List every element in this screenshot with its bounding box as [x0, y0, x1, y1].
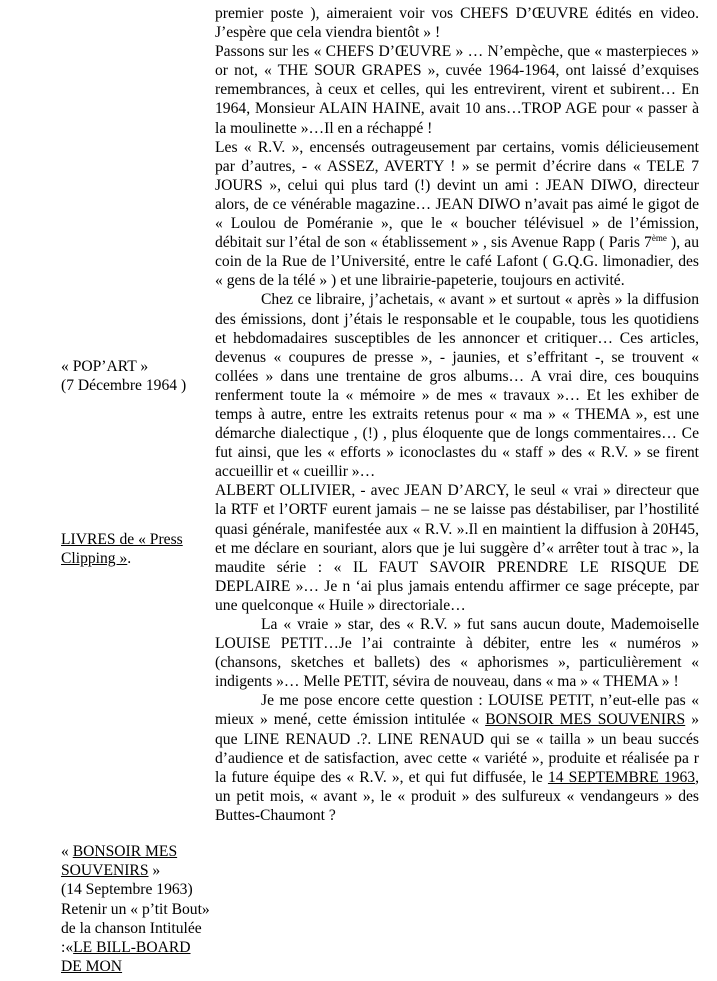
margin-note-pop-art: [61, 357, 211, 395]
margin-note-date: (7 Décembre 1964 ): [61, 377, 187, 395]
paragraph: Chez ce libraire, j’achetais, « avant » et surtout « après » la diffusion des émissions, dont j’étais le responsable et le coupable, tous les quotidiens et hebdomadaires susceptibles de les annoncer et critiquer… Ces articles, devenus « coupures de presse », - jaunies, et s’effritant -, se trouvent « collées » dans une trentaine de gros albums… A vrai dire, ces bouquins renferment toute la « mémoire » de mes « travaux »… Et les exhiber de temps à autre, entre les extraits retenus pour « ma » « THEMA », est une démarche dialectique , (!) , plus éloquente que de longs commentaires… Ce fut ainsi, que les « efforts » iconoclastes du « staff » des « R.V. » se firent accueillir et « cueillir »…: [215, 291, 699, 481]
underlined-title: BONSOIR MES SOUVENIRS: [485, 711, 686, 729]
margin-note-suffix: .: [127, 550, 132, 568]
margin-note-title: BONSOIR MES SOUVENIRS: [61, 843, 178, 880]
paragraph-text: , un petit mois, « avant », le « produit » des sulfureux « vendangeurs » des Buttes-Chaumont ?: [215, 768, 699, 824]
paragraph: [215, 138, 699, 291]
margin-note-link: LE BILL-BOARD DE MON: [61, 939, 191, 976]
margin-note-text: Retenir un « p’tit Bout» de la chanson Intitulée :«: [61, 900, 210, 957]
margin-note-title: « POP’ART »: [61, 358, 149, 375]
quote-close: »: [148, 862, 161, 880]
paragraph: [215, 691, 699, 825]
paragraph: Passons sur les « CHEFS D’ŒUVRE » … N’empèche, que « masterpieces » or not, « THE SOUR GRAPES », cuvée 1964-1964, ont laissé d’exquises remembrances, à ceux et celles, qui les entrevirent, virent et subirent… En 1964, Monsieur ALAIN HAINE, avait 10 ans…TROP AGE pour « passer à la moulinette »…Il en a réchappé !: [215, 43, 699, 137]
paragraph: ALBERT OLLIVIER, - avec JEAN D’ARCY, le seul « vrai » directeur que la RTF et l’ORTF eurent jamais – ne se laisse pas déstabiliser, par l’hostilité quasi générale, manifestée aux « R.V. ».Il en maintient la diffusion à 20H45, et me déclare en souriant, alors que je lui suggère d’« arrêter tout à trac », la maudite série : « IL FAUT SAVOIR PRENDRE LE RISQUE DE DEPLAIRE »… Je n ‘ai plus jamais entendu affirmer ce sage précepte, par une quelconque « Huile » directoriale…: [215, 482, 699, 614]
superscript: ème: [651, 233, 667, 244]
paragraph-text: Les « R.V. », encensés outrageusement par certains, vomis délicieusement par d’autres, - « ASSEZ, AVERTY ! » se permit d’écrire dans « TELE 7 JOURS », celui qui plus tard (!) devint un ami : JEAN DIWO, directeur alors, de ce vénérable magazine… JEAN DIWO n’avait pas aimé le gigot de « Loulou de Poméranie », que le « boucher télévisuel » de l’émission, débitait sur l’étal de son « établissement » , sis Avenue Rapp ( Paris 7: [215, 138, 699, 252]
margin-note-title: LIVRES de « Press Clipping »: [61, 531, 183, 568]
paragraph-text: ), au coin de la Rue de l’Université, entre le café Lafont ( G.Q.G. limonadier, des « gens de la télé » ) et une librairie-papeterie, toujours en activité.: [215, 234, 699, 290]
margin-note-press-clipping: [61, 530, 211, 568]
margin-note-bonsoir: [61, 842, 211, 976]
quote-open: «: [61, 843, 73, 860]
main-text: [215, 4, 699, 825]
paragraph-text: Je me pose encore cette question : LOUISE PETIT, n’eut-elle pas « mieux » mené, cette émission intitulée «: [215, 692, 699, 729]
paragraph-text: » que LINE RENAUD .?. LINE RENAUD qui se « tailla » un beau succés d’audience et de satisfaction, avec cette « variété », produite et réalisée pa r la future équipe des « R.V. », et qui fut diffusée, le: [215, 711, 699, 786]
underlined-date: 14 SEPTEMBRE 1963: [547, 768, 696, 786]
margin-note-date: (14 Septembre 1963): [61, 881, 193, 899]
paragraph: La « vraie » star, des « R.V. » fut sans aucun doute, Mademoiselle LOUISE PETIT…Je l’ai contrainte à débiter, entre les « numéros » (chansons, sketches et ballets) des « aphorismes », particulièrement « indigents »… Melle PETIT, sévira de nouveau, dans « ma » « THEMA » !: [215, 616, 699, 691]
paragraph: premier poste ), aimeraient voir vos CHEFS D’ŒUVRE édités en video. J’espère que cela viendra bientôt » !: [215, 5, 699, 42]
